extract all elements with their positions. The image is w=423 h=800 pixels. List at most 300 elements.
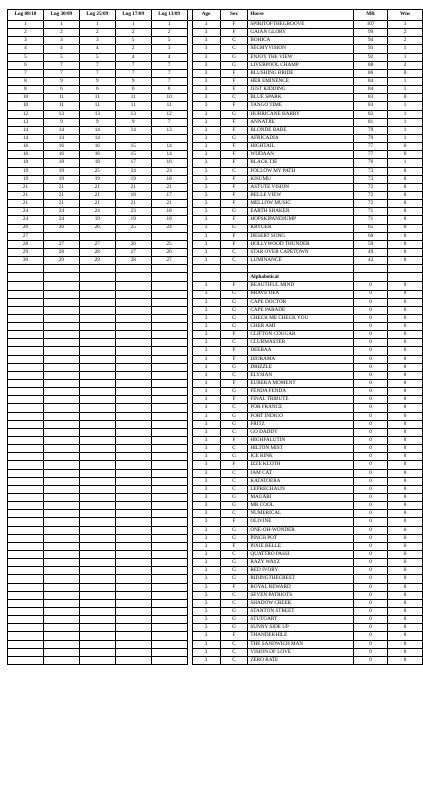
table-row	[8, 110, 423, 118]
log-cell	[115, 380, 151, 388]
log-cell	[115, 371, 151, 379]
mr-cell: 0	[354, 331, 388, 339]
sex-cell: F	[220, 29, 248, 37]
log-cell	[79, 607, 115, 615]
log-cell	[8, 575, 44, 583]
horse-name-cell: RED IVORY	[248, 567, 354, 575]
horse-name-cell: HIGHFALUTIN	[248, 437, 354, 445]
log-cell: 9	[79, 118, 115, 126]
log-cell: 21	[151, 183, 187, 191]
log-cell	[43, 542, 79, 550]
mr-cell: 0	[354, 428, 388, 436]
mr-cell: 81	[354, 118, 388, 126]
log-cell	[43, 656, 79, 664]
table-row	[8, 53, 423, 61]
age-cell: 3	[192, 159, 220, 167]
sex-cell: G	[220, 61, 248, 69]
log-cell: 4	[8, 45, 44, 53]
age-cell: 3	[192, 200, 220, 208]
sex-cell: G	[220, 559, 248, 567]
wins-cell: 2	[388, 61, 423, 69]
age-cell: 3	[192, 110, 220, 118]
log-cell: 10	[8, 102, 44, 110]
horse-name-cell: HURRICANE HARRY	[248, 110, 354, 118]
wins-cell: 0	[388, 167, 423, 175]
log-cell: 18	[43, 159, 79, 167]
wins-cell: 0	[388, 656, 423, 664]
age-cell: 3	[192, 347, 220, 355]
log-cell: 6	[8, 61, 44, 69]
wins-cell: 0	[388, 632, 423, 640]
log-cell	[115, 265, 151, 273]
log-cell	[79, 404, 115, 412]
log-cell: 5	[79, 53, 115, 61]
mr-cell: 0	[354, 388, 388, 396]
log-cell: 9	[43, 77, 79, 85]
sex-cell: G	[220, 306, 248, 314]
sex-cell: F	[220, 102, 248, 110]
log-cell	[115, 518, 151, 526]
horse-name-cell: DIORAMA	[248, 355, 354, 363]
empty-cell	[354, 265, 388, 273]
wins-cell: 1	[388, 110, 423, 118]
log-cell: 13	[79, 110, 115, 118]
horse-name-cell: HILTON MIST	[248, 445, 354, 453]
sex-cell: F	[220, 396, 248, 404]
mr-cell: 83	[354, 102, 388, 110]
log-cell	[115, 404, 151, 412]
log-cell	[151, 477, 187, 485]
mr-cell: 77	[354, 151, 388, 159]
mr-cell: 79	[354, 126, 388, 134]
log-cell: 14	[8, 134, 44, 142]
log-cell: 13	[115, 110, 151, 118]
horse-name-cell: DESERT SONG	[248, 232, 354, 240]
sex-cell: C	[220, 591, 248, 599]
sex-cell: F	[220, 77, 248, 85]
log-cell	[115, 331, 151, 339]
log-cell	[151, 632, 187, 640]
log-cell	[43, 273, 79, 282]
log-cell	[79, 380, 115, 388]
table-row	[8, 224, 423, 232]
log-cell: 7	[151, 61, 187, 69]
log-cell	[151, 502, 187, 510]
wins-cell: 1	[388, 134, 423, 142]
age-cell: 3	[192, 494, 220, 502]
log-cell	[79, 388, 115, 396]
horse-name-cell: LIVERPOOL CHAMP	[248, 61, 354, 69]
sex-cell: F	[220, 518, 248, 526]
log-cell	[8, 485, 44, 493]
wins-cell: 1	[388, 126, 423, 134]
log-cell	[43, 632, 79, 640]
age-cell: 3	[192, 77, 220, 85]
horse-name-cell: PINCH POT	[248, 534, 354, 542]
log-cell	[79, 469, 115, 477]
wins-cell: 0	[388, 485, 423, 493]
age-cell: 3	[192, 53, 220, 61]
table-row	[8, 323, 423, 331]
mr-cell: 0	[354, 526, 388, 534]
mr-cell: 0	[354, 314, 388, 322]
log-cell	[115, 599, 151, 607]
mr-cell: 0	[354, 347, 388, 355]
log-cell: 4	[43, 45, 79, 53]
horse-name-cell: WIJDAAN	[248, 151, 354, 159]
log-cell	[79, 542, 115, 550]
log-cell	[43, 232, 79, 240]
mr-cell: 0	[354, 363, 388, 371]
wins-cell: 3	[388, 21, 423, 29]
horse-name-cell: GAIAN GLORY	[248, 29, 354, 37]
horse-name-cell: KATATOERA	[248, 477, 354, 485]
log-cell	[151, 575, 187, 583]
mr-cell: 0	[354, 355, 388, 363]
sex-cell: G	[220, 420, 248, 428]
table-row	[8, 102, 423, 110]
log-cell	[115, 526, 151, 534]
log-cell: 18	[151, 175, 187, 183]
log-cell: 27	[79, 240, 115, 248]
log-cell	[8, 323, 44, 331]
log-cell: 16	[43, 151, 79, 159]
log-cell: 9	[79, 77, 115, 85]
table-row	[8, 591, 423, 599]
horse-name-cell: BLONDE BABE	[248, 126, 354, 134]
log-cell	[8, 339, 44, 347]
log-cell	[151, 607, 187, 615]
log-cell: 7	[115, 69, 151, 77]
table-row	[8, 510, 423, 518]
log-cell	[43, 412, 79, 420]
wins-cell: 0	[388, 191, 423, 199]
sex-cell: F	[220, 583, 248, 591]
log-cell	[79, 420, 115, 428]
log-cell	[151, 371, 187, 379]
sex-cell: F	[220, 347, 248, 355]
mr-cell: 0	[354, 412, 388, 420]
log-cell: 23	[151, 167, 187, 175]
table-row	[8, 494, 423, 502]
wins-cell: 0	[388, 494, 423, 502]
wins-cell: 0	[388, 453, 423, 461]
sex-cell: C	[220, 469, 248, 477]
wins-cell: 0	[388, 257, 423, 265]
mr-cell: 0	[354, 502, 388, 510]
log-cell	[79, 518, 115, 526]
log-cell	[115, 607, 151, 615]
sex-cell: G	[220, 494, 248, 502]
log-cell	[79, 656, 115, 664]
mr-cell: 0	[354, 396, 388, 404]
log-cell: 4	[79, 45, 115, 53]
log-cell	[79, 551, 115, 559]
horse-name-cell: LEPRECHAUN	[248, 485, 354, 493]
log-cell: 14	[43, 134, 79, 142]
log-cell: 11	[43, 102, 79, 110]
empty-cell	[388, 265, 423, 273]
wins-cell: 0	[388, 380, 423, 388]
wins-cell: 0	[388, 583, 423, 591]
log-cell: 19	[8, 175, 44, 183]
mr-header: MR	[354, 10, 388, 21]
wins-cell: 1	[388, 45, 423, 53]
log-cell	[8, 469, 44, 477]
log-cell	[43, 567, 79, 575]
log-cell	[8, 355, 44, 363]
horse-name-cell: QUATTRO PASSI	[248, 551, 354, 559]
log-cell	[115, 567, 151, 575]
age-cell: 3	[192, 355, 220, 363]
empty-cell	[192, 265, 220, 273]
table-row	[8, 151, 423, 159]
mr-cell: 0	[354, 616, 388, 624]
horse-name-cell: CAPE PARADE	[248, 306, 354, 314]
log-cell	[151, 591, 187, 599]
mr-cell: 0	[354, 290, 388, 298]
log-cell	[43, 371, 79, 379]
log-cell	[115, 388, 151, 396]
age-cell: 3	[192, 599, 220, 607]
wins-cell: 0	[388, 648, 423, 656]
age-cell: 3	[192, 118, 220, 126]
wins-cell: 0	[388, 575, 423, 583]
sex-cell: G	[220, 453, 248, 461]
wins-cell: 0	[388, 208, 423, 216]
horse-name-cell: JUST KIDDING	[248, 86, 354, 94]
age-cell: 3	[192, 224, 220, 232]
wins-cell: 1	[388, 53, 423, 61]
sex-cell: G	[220, 208, 248, 216]
log-cell	[115, 314, 151, 322]
sex-cell: F	[220, 151, 248, 159]
log-cell	[8, 542, 44, 550]
horse-name-cell: VISION OF LOVE	[248, 648, 354, 656]
log-cell	[8, 518, 44, 526]
log-cell	[79, 591, 115, 599]
wins-cell: 0	[388, 200, 423, 208]
log-cell	[8, 273, 44, 282]
log-cell: 29	[79, 257, 115, 265]
age-cell: 3	[192, 69, 220, 77]
table-row	[8, 485, 423, 493]
mr-cell: 0	[354, 575, 388, 583]
sex-cell: C	[220, 599, 248, 607]
log-cell	[43, 640, 79, 648]
sex-cell: F	[220, 542, 248, 550]
table-row	[8, 347, 423, 355]
log-cell	[8, 396, 44, 404]
log-cell: 12	[8, 110, 44, 118]
log-cell	[43, 494, 79, 502]
log-cell: 11	[43, 94, 79, 102]
horse-name-cell: MAGARI	[248, 494, 354, 502]
log-cell: 16	[79, 151, 115, 159]
log-cell	[43, 396, 79, 404]
log-cell	[115, 583, 151, 591]
horse-name-cell: IZZE KLOTH	[248, 461, 354, 469]
log-cell: 7	[151, 77, 187, 85]
table-row	[8, 363, 423, 371]
age-cell: 3	[192, 477, 220, 485]
log-cell	[115, 559, 151, 567]
log-cell	[43, 510, 79, 518]
mr-cell: 0	[354, 323, 388, 331]
sex-cell: F	[220, 86, 248, 94]
wins-cell: 1	[388, 102, 423, 110]
age-cell: 3	[192, 306, 220, 314]
horse-name-cell: ZERO RATE	[248, 656, 354, 664]
age-cell: 3	[192, 583, 220, 591]
mr-cell: 0	[354, 494, 388, 502]
log-cell	[79, 331, 115, 339]
log-cell: 5	[8, 53, 44, 61]
log-cell: 24	[79, 208, 115, 216]
log-cell: 2	[79, 29, 115, 37]
log-cell: 16	[43, 143, 79, 151]
log-cell	[151, 347, 187, 355]
wins-cell: 0	[388, 534, 423, 542]
table-row	[8, 567, 423, 575]
log-cell	[8, 534, 44, 542]
log-cell	[151, 232, 187, 240]
log-cell	[43, 347, 79, 355]
log-cell: 14	[151, 151, 187, 159]
log-cell	[43, 290, 79, 298]
log-cell: 1	[115, 21, 151, 29]
mr-cell: 0	[354, 559, 388, 567]
log-cell	[151, 282, 187, 290]
log-cell	[79, 534, 115, 542]
sex-cell: F	[220, 175, 248, 183]
horse-name-cell: CLIFTON COUGAR	[248, 331, 354, 339]
mr-cell: 0	[354, 453, 388, 461]
wins-cell: 0	[388, 551, 423, 559]
log-cell: 7	[8, 69, 44, 77]
log-cell	[115, 469, 151, 477]
sex-cell: F	[220, 69, 248, 77]
sex-cell: G	[220, 110, 248, 118]
log-cell	[8, 567, 44, 575]
horse-name-cell: FOLLOW MY PATH	[248, 167, 354, 175]
log-cell	[79, 437, 115, 445]
log-cell	[8, 453, 44, 461]
sex-cell: G	[220, 502, 248, 510]
table-row	[8, 306, 423, 314]
sex-cell: C	[220, 640, 248, 648]
table-row	[8, 167, 423, 175]
sex-cell: G	[220, 624, 248, 632]
mr-cell: 0	[354, 607, 388, 615]
sex-cell: G	[220, 298, 248, 306]
age-cell: 3	[192, 428, 220, 436]
table-row	[8, 477, 423, 485]
log-cell	[43, 355, 79, 363]
log-cell: 6	[151, 86, 187, 94]
wins-cell: 0	[388, 428, 423, 436]
log-cell: 24	[8, 216, 44, 224]
log-cell: 19	[115, 175, 151, 183]
log-cell	[115, 575, 151, 583]
log-cell: 11	[115, 94, 151, 102]
log-cell: 2	[115, 29, 151, 37]
horse-name-cell: KISUMU	[248, 175, 354, 183]
log-cell: 2	[8, 29, 44, 37]
sex-cell: C	[220, 648, 248, 656]
mr-cell: 0	[354, 445, 388, 453]
log-cell: 10	[8, 94, 44, 102]
sex-cell: F	[220, 331, 248, 339]
horse-name-cell: THE SANDWICH MAN	[248, 640, 354, 648]
sex-cell: F	[220, 232, 248, 240]
age-cell: 3	[192, 632, 220, 640]
mr-cell: 72	[354, 191, 388, 199]
log-cell: 19	[79, 175, 115, 183]
age-cell: 3	[192, 404, 220, 412]
log-cell: 17	[115, 159, 151, 167]
wins-cell: 0	[388, 232, 423, 240]
log-cell: 25	[79, 167, 115, 175]
log-cell	[151, 323, 187, 331]
log-cell	[43, 461, 79, 469]
wins-cell: 0	[388, 412, 423, 420]
log-cell: 26	[43, 224, 79, 232]
age-cell: 3	[192, 290, 220, 298]
table-row	[8, 331, 423, 339]
age-cell: 3	[192, 45, 220, 53]
log-cell	[43, 314, 79, 322]
log-cell	[79, 559, 115, 567]
log-cell	[43, 437, 79, 445]
log-cell	[79, 575, 115, 583]
log-cell	[43, 485, 79, 493]
log-cell	[151, 534, 187, 542]
sex-cell: F	[220, 21, 248, 29]
log-cell: 12	[151, 110, 187, 118]
log-cell: 16	[151, 159, 187, 167]
age-cell: 3	[192, 323, 220, 331]
log-cell	[151, 265, 187, 273]
sex-cell: F	[220, 282, 248, 290]
log-cell	[8, 388, 44, 396]
log-cell	[43, 388, 79, 396]
mr-cell: 0	[354, 420, 388, 428]
mr-cell: 49	[354, 248, 388, 256]
empty-cell	[248, 265, 354, 273]
wins-cell: 0	[388, 518, 423, 526]
sex-cell: G	[220, 526, 248, 534]
age-cell: 3	[192, 656, 220, 664]
sex-cell: C	[220, 167, 248, 175]
log-cell	[151, 542, 187, 550]
log-cell: 21	[43, 191, 79, 199]
log-cell: 18	[8, 159, 44, 167]
mr-cell: 0	[354, 648, 388, 656]
mr-cell: 99	[354, 29, 388, 37]
horse-name-cell: PIXIE BELLE	[248, 542, 354, 550]
log-cell: 21	[79, 191, 115, 199]
table-row	[8, 355, 423, 363]
log-cell	[115, 494, 151, 502]
age-cell: 3	[192, 298, 220, 306]
age-cell: 3	[192, 607, 220, 615]
log-cell: 3	[43, 37, 79, 45]
log-cell	[151, 551, 187, 559]
wins-cell: 0	[388, 248, 423, 256]
log-cell: 19	[43, 167, 79, 175]
table-row	[8, 240, 423, 248]
